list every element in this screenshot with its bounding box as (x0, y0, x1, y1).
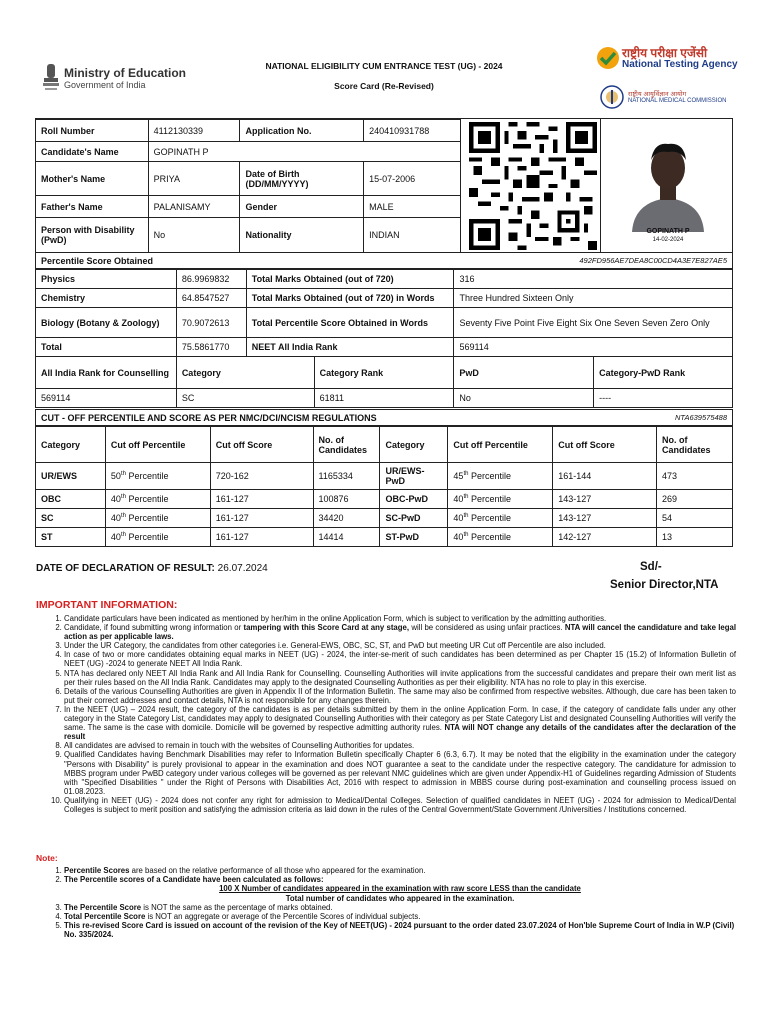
cutoff-count-pwd: 473 (657, 463, 733, 490)
cutoff-score: 161-127 (210, 528, 313, 547)
cutoff-header: Cut off Score (553, 427, 657, 463)
cutoff-percentile-pwd: 40th Percentile (448, 509, 553, 528)
cutoff-header: No. of Candidates (313, 427, 380, 463)
result-label: Total Percentile Score Obtained in Words (246, 308, 454, 338)
cutoff-section-title: CUT - OFF PERCENTILE AND SCORE AS PER NMC/DCI/NCISM REGULATIONS (41, 413, 377, 423)
cutoff-category: UR/EWS (36, 463, 106, 490)
notes-list (36, 866, 736, 940)
table-row (36, 463, 733, 490)
table-row (36, 270, 733, 289)
cutoff-table (35, 426, 733, 547)
rank-header: Category (176, 357, 314, 389)
important-info-title: IMPORTANT INFORMATION: (36, 599, 178, 611)
cutoff-count: 100876 (313, 490, 380, 509)
application-number-label: Application No. (240, 120, 364, 142)
photo-caption-date: 14-02-2024 (652, 237, 684, 243)
list-item: 8. All candidates are advised to remain in touch with the websites of Counselling Authorities for updates. (64, 741, 736, 750)
national-emblem-icon (40, 62, 62, 92)
nta-logo (596, 44, 736, 74)
cutoff-percentile: 50th Percentile (105, 463, 210, 490)
cutoff-count-pwd: 13 (657, 528, 733, 547)
frame-photo-divider (600, 118, 601, 253)
subject-percentile: 75.5861770 (176, 338, 246, 357)
father-name-value: PALANISAMY (148, 196, 240, 218)
father-name-label: Father's Name (36, 196, 149, 218)
cutoff-header: Category (380, 427, 448, 463)
list-item: 5. This re-revised Score Card is issued on account of the revision of the Key of NEET(UG) - 2024 pursuant to the order dated 23.07.2024 of Hon'ble Supreme Court of India in W.P (Civil) No. 335/2024. (64, 921, 736, 939)
dob-label: Date of Birth (DD/MM/YYYY) (240, 162, 364, 196)
nationality-label: Nationality (240, 218, 364, 253)
pwd-value: No (148, 218, 240, 253)
cutoff-percentile: 40th Percentile (105, 528, 210, 547)
nmc-hindi-name: राष्ट्रीय आयुर्विज्ञान आयोग (628, 91, 687, 98)
table-row (36, 357, 733, 389)
gender-label: Gender (240, 196, 364, 218)
nationality-value: INDIAN (364, 218, 461, 253)
cutoff-header: Cut off Percentile (448, 427, 553, 463)
cutoff-score: 720-162 (210, 463, 313, 490)
cutoff-score-pwd: 161-144 (553, 463, 657, 490)
percentile-table (35, 269, 733, 357)
photo-caption-name: GOPINATH P (646, 228, 690, 235)
cutoff-count: 34420 (313, 509, 380, 528)
cutoff-score: 161-127 (210, 509, 313, 528)
rank-header: Category-PwD Rank (594, 357, 733, 389)
cutoff-score-pwd: 143-127 (553, 509, 657, 528)
cutoff-percentile-pwd: 40th Percentile (448, 528, 553, 547)
frame-right (732, 118, 733, 253)
cutoff-header: Category (36, 427, 106, 463)
subject-name: Biology (Botany & Zoology) (36, 308, 177, 338)
nmc-english-name: NATIONAL MEDICAL COMMISSION (628, 98, 727, 104)
result-label: Total Marks Obtained (out of 720) in Words (246, 289, 454, 308)
table-row (36, 389, 733, 408)
signature-mark: Sd/- (640, 561, 662, 573)
formula-denominator: Total number of candidates who appeared in the examination. (285, 893, 515, 903)
rank-value: SC (176, 389, 314, 408)
nta-check-icon (596, 46, 620, 70)
table-row (36, 338, 733, 357)
table-row (36, 509, 733, 528)
list-item: 7. In the NEET (UG) – 2024 result, the category of the candidates is as per details submitted by them in the online Application Form. In case, if the category of candidate falls under any other category in the State Category List, candidates may apply to designated Counselling Authorities with their category as per State Category List and designated Counselling Authorities will verify the same. The same is the case with domicile. Domicile will be governed by respective admitting authority rules. NTA will NOT change any details of the candidates after the declaration of the result (64, 705, 736, 741)
list-item: 4. Total Percentile Score is NOT an aggregate or average of the Percentile Scores of individual subjects. (64, 912, 736, 921)
roll-number-label: Roll Number (36, 120, 149, 142)
formula-numerator: 100 X Number of candidates appeared in the examination with raw score LESS than the candidate (219, 884, 581, 894)
list-item: 3. Under the UR Category, the candidates from other categories i.e. General-EWS, OBC, SC, ST, and PwD but meeting UR Cut off Percentile are also included. (64, 641, 736, 650)
rank-value: 569114 (36, 389, 177, 408)
cutoff-category-pwd: SC-PwD (380, 509, 448, 528)
list-item: 1. Percentile Scores are based on the relative performance of all those who appeared for the examination. (64, 866, 736, 875)
dob-value: 15-07-2006 (364, 162, 461, 196)
subject-name: Total (36, 338, 177, 357)
cutoff-header: Cut off Percentile (105, 427, 210, 463)
ministry-name: Ministry of Education (64, 66, 187, 80)
signatory-title: Senior Director,NTA (610, 579, 719, 591)
rank-header: Category Rank (314, 357, 454, 389)
declaration-date: DATE OF DECLARATION OF RESULT: 26.07.2024 (36, 563, 268, 574)
table-row (36, 528, 733, 547)
rank-value: 61811 (314, 389, 454, 408)
result-value: Three Hundred Sixteen Only (454, 289, 733, 308)
percentile-formula (64, 884, 736, 902)
ministry-logo (40, 62, 190, 94)
nta-hindi-name: राष्ट्रीय परीक्षा एजेंसी (622, 46, 708, 60)
percentile-section-title: Percentile Score Obtained (41, 256, 154, 266)
pwd-label: Person with Disability (PwD) (36, 218, 149, 253)
subject-name: Chemistry (36, 289, 177, 308)
result-label: Total Marks Obtained (out of 720) (246, 270, 454, 289)
subject-name: Physics (36, 270, 177, 289)
candidate-name-label: Candidate's Name (36, 142, 149, 162)
exam-title: NATIONAL ELIGIBILITY CUM ENTRANCE TEST (UG) - 2024 (265, 61, 503, 71)
cutoff-percentile: 40th Percentile (105, 509, 210, 528)
rank-header: PwD (454, 357, 594, 389)
list-item: 2. The Percentile scores of a Candidate have been calculated as follows: 100 X Number of candidates appeared in the examination with raw score LESS than the candidate Total number of candidates who appeared in the examination. (64, 875, 736, 903)
score-hash: 492FD956AE7DEA8C00CD4A3E7E827AE5 (579, 256, 727, 265)
cutoff-count: 14414 (313, 528, 380, 547)
government-name: Government of India (64, 80, 146, 90)
important-info-list (36, 614, 736, 814)
mother-name-label: Mother's Name (36, 162, 149, 196)
score-card-header (0, 0, 768, 118)
cutoff-count: 1165334 (313, 463, 380, 490)
cutoff-percentile-pwd: 45th Percentile (448, 463, 553, 490)
list-item: 4. In case of two or more candidates obtaining equal marks in NEET (UG) - 2024, the inter-se-merit of such candidates has been determined as per Chapter 15 (15.2) of Information Bulletin of NEET (UG) -2024 to generate NEET All India Rank. (64, 650, 736, 668)
cutoff-category: ST (36, 528, 106, 547)
list-item: 9. Qualified Candidates having Benchmark Disabilities may refer to Information Bulletin specifically Chapter 6 (6.3, 6.7). It may be noted that the eligibility in the examination under the category "Persons with Disability" is purely provisional to appear in the examination and does NOT guarantee a seat to the candidate under the respective category. The candidature for admission to MBBS program under PwBD category under various colleges will be governed as per relevant NMC guidelines which are given under Appendix-H1 of Guidelines regarding Admission of Students with "Specified Disabilities " under the Right of Persons with Disabilities Act, 2016 with respect to admission in MBBS course during post-examination and counselling process issued on 01.08.2023. (64, 750, 736, 795)
cutoff-category-pwd: ST-PwD (380, 528, 448, 547)
notes-title: Note: (36, 853, 58, 863)
list-item: 6. Details of the various Counselling Authorities are given in Appendix II of the Information Bulletin. The same may also be confirmed from respective websites. Although, due care has been taken to put their correct addresses and contact details, NTA is not responsible for any changes therein. (64, 687, 736, 705)
cutoff-score-pwd: 142-127 (553, 528, 657, 547)
list-item: 1. Candidate particulars have been indicated as mentioned by her/him in the online Application Form, which is subject to verification by the admitting authorities. (64, 614, 736, 623)
result-value: 316 (454, 270, 733, 289)
candidate-details-table (35, 119, 461, 253)
list-item: 5. NTA has declared only NEET All India Rank and All India Rank for Counselling. Counselling Authorities will invite applications from the successful candidates and prepare their own merit list as per their rules based on the All India Rank. Candidates may apply to the designated Counselling Authorities as per their eligibility. NTA has no role to play in this exercise. (64, 669, 736, 687)
rank-table (35, 356, 733, 408)
nmc-logo (600, 85, 740, 111)
cutoff-count-pwd: 269 (657, 490, 733, 509)
cutoff-header: Cut off Score (210, 427, 313, 463)
cutoff-count-pwd: 54 (657, 509, 733, 528)
list-item: 3. The Percentile Score is NOT the same as the percentage of marks obtained. (64, 903, 736, 912)
result-value: Seventy Five Point Five Eight Six One Seven Seven Zero Only (454, 308, 733, 338)
table-row (36, 490, 733, 509)
result-label: NEET All India Rank (246, 338, 454, 357)
cutoff-score: 161-127 (210, 490, 313, 509)
percentile-section-header (35, 252, 733, 269)
table-row (36, 289, 733, 308)
subject-percentile: 64.8547527 (176, 289, 246, 308)
subject-percentile: 86.9969832 (176, 270, 246, 289)
rank-header: All India Rank for Counselling (36, 357, 177, 389)
subject-percentile: 70.9072613 (176, 308, 246, 338)
cutoff-code: NTA639575488 (675, 413, 727, 422)
cutoff-category-pwd: UR/EWS-PwD (380, 463, 448, 490)
cutoff-score-pwd: 143-127 (553, 490, 657, 509)
rank-value: No (454, 389, 594, 408)
qr-code-icon (468, 122, 598, 250)
gender-value: MALE (364, 196, 461, 218)
candidate-name-value: GOPINATH P (148, 142, 460, 162)
nta-english-name: National Testing Agency (622, 59, 738, 70)
nmc-seal-icon (600, 85, 624, 109)
list-item: 2. Candidate, if found submitting wrong information or tampering with this Score Card at any stage, will be considered as using unfair practices. NTA will cancel the candidature and take legal action as per applicable laws. (64, 623, 736, 641)
cutoff-percentile: 40th Percentile (105, 490, 210, 509)
cutoff-header: No. of Candidates (657, 427, 733, 463)
roll-number-value: 4112130339 (148, 120, 240, 142)
cutoff-percentile-pwd: 40th Percentile (448, 490, 553, 509)
cutoff-category: OBC (36, 490, 106, 509)
table-row (36, 308, 733, 338)
list-item: 10. Qualifying in NEET (UG) - 2024 does not confer any right for admission to Medical/Dental Colleges. Selection of qualified candidates in NEET (UG) - 2024 for admission to Medical/Dental Colleges is subject to merit position and satisfying the admission criteria as laid down in the rules of the Central Government/State Government /Universities / Institutions concerned. (64, 796, 736, 814)
cutoff-category: SC (36, 509, 106, 528)
cutoff-section-header (35, 409, 733, 426)
mother-name-value: PRIYA (148, 162, 240, 196)
result-value: 569114 (454, 338, 733, 357)
cutoff-category-pwd: OBC-PwD (380, 490, 448, 509)
card-title: Score Card (Re-Revised) (334, 81, 434, 91)
rank-value: ---- (594, 389, 733, 408)
table-row (36, 427, 733, 463)
application-number-value: 240410931788 (364, 120, 461, 142)
